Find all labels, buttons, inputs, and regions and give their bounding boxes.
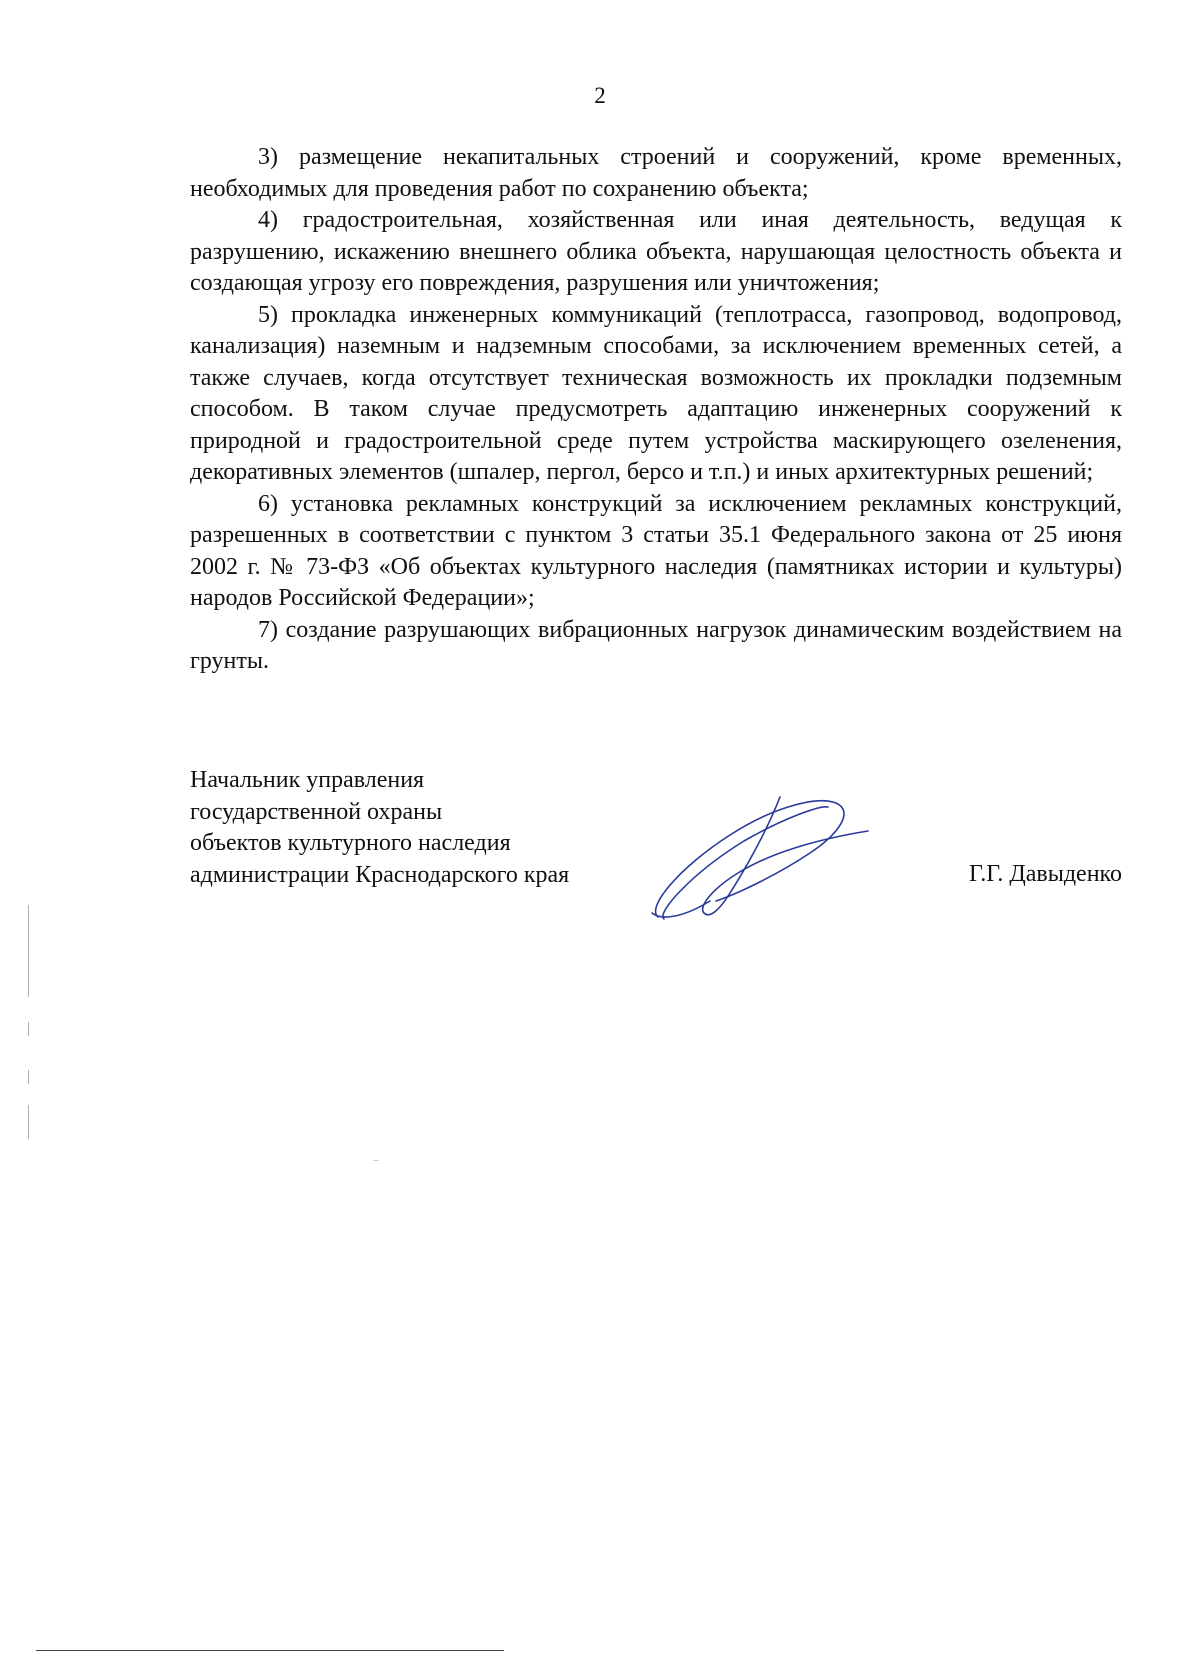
- official-position: [190, 765, 569, 891]
- list-item-3: 3) размещение некапитальных строений и сооружений, кроме временных, необходимых для проведения работ по сохранению объекта;: [190, 144, 1122, 202]
- position-line-3: объектов культурного наследия: [190, 830, 511, 856]
- scan-artifact: [28, 1022, 29, 1036]
- signature-stroke-4: [652, 901, 710, 917]
- page-number: 2: [594, 83, 606, 108]
- position-line-2: государственной охраны: [190, 798, 443, 825]
- list-item-7: 7) создание разрушающих вибрационных нагрузок динамическим воздействием на грунты.: [190, 616, 1122, 674]
- position-line-1: Начальник управления: [190, 767, 425, 793]
- signer-name: Г.Г. Давыденко: [969, 861, 1122, 887]
- scan-artifact: [28, 905, 29, 997]
- list-item-6: 6) установка рекламных конструкций за исключением рекламных конструкций, разрешенных в соответствии с пунктом 3 статьи 35.1 Федерального закона от 25 июня 2002 г. № 73-ФЗ «Об объектах культурного наследия (памятниках истории и культуры) народов Российской Федерации»;: [190, 490, 1122, 611]
- handwritten-signature: [640, 789, 880, 929]
- scan-artifact: [373, 1160, 379, 1161]
- list-item-5: 5) прокладка инженерных коммуникаций (теплотрасса, газопровод, водопровод, канализация) наземным и надземным способами, за исключением временных сетей, а также случаев, когда отсутствует техническая возможность их прокладки подземным способом. В таком случае предусмотреть адаптацию инженерных сооружений к природной и градостроительной среде путем устройства маскирующего озеленения, декоративных элементов (шпалер, пергол, берсо и т.п.) и иных архитектурных решений;: [190, 301, 1122, 485]
- footer-divider: [36, 1650, 504, 1651]
- position-line-4: администрации Краснодарского края: [190, 861, 570, 888]
- scan-artifact: [28, 1070, 29, 1084]
- scan-artifact: [28, 1105, 29, 1139]
- list-item-4: 4) градостроительная, хозяйственная или иная деятельность, ведущая к разрушению, искажению внешнего облика объекта, нарушающая целостность объекта и создающая угрозу его повреждения, разрушения или уничтожения;: [190, 207, 1122, 296]
- document-body: [190, 142, 1122, 678]
- signature-block: [190, 765, 1122, 935]
- signature-stroke-2: [663, 807, 828, 919]
